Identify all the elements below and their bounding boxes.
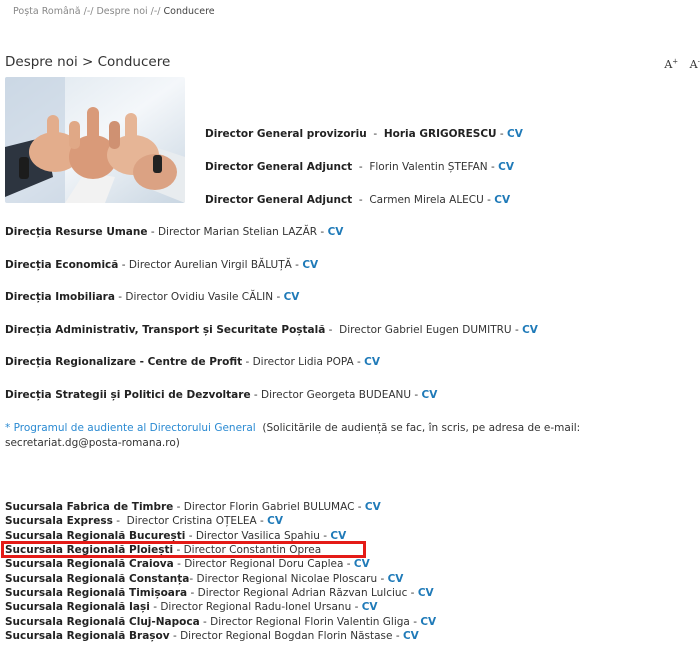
breadcrumb-about-link[interactable]: Despre noi [96, 6, 148, 17]
branch-director: Constantin Oprea [229, 544, 322, 556]
directorate-name: Direcția Imobiliara [5, 291, 115, 303]
breadcrumb [13, 6, 215, 17]
management-title: Director General provizoriu [205, 128, 367, 140]
branch-name: Sucursala Regională Brașov [5, 630, 170, 642]
director-name: Aurelian Virgil BĂLUȚĂ [174, 259, 292, 271]
branch-row-highlighted: Sucursala Regională Ploiești - Director Constantin Oprea [5, 544, 322, 556]
branch-director: Adrian Răzvan Lulciuc [291, 587, 408, 599]
management-name: Carmen Mirela ALECU [369, 194, 484, 206]
page-title: Despre noi > Conducere [5, 54, 171, 70]
directorate-row: Direcția Regionalizare - Centre de Profit - Director Lidia POPA - CV [5, 356, 380, 368]
branch-name: Sucursala Regională Craiova [5, 558, 174, 570]
branch-row: Sucursala Regională București - Director Vasilica Spahiu - CV [5, 530, 347, 542]
cv-link[interactable]: CV [522, 324, 538, 336]
font-decrease-button[interactable]: A- [689, 57, 700, 71]
branch-name: Sucursala Express [5, 515, 113, 527]
branch-name: Sucursala Regională Cluj-Napoca [5, 616, 200, 628]
branch-name: Sucursala Fabrica de Timbre [5, 501, 174, 513]
cv-link[interactable]: CV [421, 389, 438, 401]
management-row: Director General Adjunct - Florin Valentin ȘTEFAN - CV [205, 161, 514, 173]
directorate-name: Direcția Economică [5, 259, 119, 271]
management-row: Director General provizoriu - Horia GRIGORESCU - CV [205, 128, 523, 140]
branch-director: Radu-Ionel Ursanu [254, 601, 352, 613]
branch-row: Sucursala Regională Constanța- Director Regional Nicolae Ploscaru - CV [5, 573, 404, 585]
branch-row: Sucursala Regională Brașov - Director Regional Bogdan Florin Năstase - CV [5, 630, 419, 642]
branch-row: Sucursala Regională Craiova - Director Regional Doru Caplea - CV [5, 558, 370, 570]
management-name: Florin Valentin ȘTEFAN [369, 161, 488, 173]
branch-director: Florin Valentin Gliga [304, 616, 410, 628]
director-name: Ovidiu Vasile CĂLIN [170, 291, 274, 303]
branch-director: Bogdan Florin Năstase [274, 630, 393, 642]
cv-link[interactable]: CV [494, 194, 511, 206]
cv-link[interactable]: CV [507, 128, 523, 140]
cv-link[interactable]: CV [283, 291, 300, 303]
audience-note: (Solicitările de audiență se fac, în scris, pe adresa de e-mail: secretariat.dg@posta-romana.ro) [5, 422, 581, 449]
cv-link[interactable]: CV [498, 161, 514, 173]
branch-director: Nicolae Ploscaru [290, 573, 378, 585]
directorate-row: Direcția Resurse Umane - Director Marian Stelian LAZĂR - CV [5, 226, 344, 238]
director-name: Georgeta BUDEANU [306, 389, 412, 401]
director-name: Marian Stelian LAZĂR [203, 226, 318, 238]
cv-link[interactable]: CV [420, 616, 437, 628]
breadcrumb-separator: /-/ [83, 6, 94, 17]
audience-program [5, 421, 695, 451]
directorate-name: Direcția Administrativ, Transport și Securitate Poștală [5, 324, 326, 336]
management-title: Director General Adjunct [205, 161, 353, 173]
cv-link[interactable]: CV [361, 601, 378, 613]
directorate-name: Direcția Resurse Umane [5, 226, 148, 238]
cv-link[interactable]: CV [327, 226, 344, 238]
branch-name: Sucursala Regională Iași [5, 601, 150, 613]
breadcrumb-current: Conducere [163, 6, 215, 17]
branch-name: Sucursala Regională București [5, 530, 186, 542]
directorate-row: Direcția Economică - Director Aurelian Virgil BĂLUȚĂ - CV [5, 259, 319, 271]
branch-row: Sucursala Express - Director Cristina OȚELEA - CV [5, 515, 283, 527]
cv-link[interactable]: CV [364, 501, 381, 513]
branch-director: Cristina OȚELEA [172, 515, 257, 527]
directorate-row: Direcția Imobiliara - Director Ovidiu Vasile CĂLIN - CV [5, 291, 300, 303]
management-name: Horia GRIGORESCU [383, 128, 497, 140]
management-title: Director General Adjunct [205, 194, 353, 206]
cv-link[interactable]: CV [387, 573, 404, 585]
branch-row: Sucursala Fabrica de Timbre - Director Florin Gabriel BULUMAC - CV [5, 501, 381, 513]
branch-row: Sucursala Regională Iași - Director Regional Radu-Ionel Ursanu - CV [5, 601, 378, 613]
cv-link[interactable]: CV [417, 587, 434, 599]
branch-director: Florin Gabriel BULUMAC [229, 501, 355, 513]
audience-program-link[interactable]: * Programul de audiente al Directorului General [5, 422, 256, 434]
cv-link[interactable]: CV [364, 356, 380, 368]
branch-name: Sucursala Regională Timișoara [5, 587, 188, 599]
director-name: Lidia POPA [298, 356, 354, 368]
cv-link[interactable]: CV [302, 259, 319, 271]
font-increase-button[interactable]: A+ [664, 57, 679, 71]
directorate-row: Direcția Strategii și Politici de Dezvoltare - Director Georgeta BUDEANU - CV [5, 389, 438, 401]
branch-row: Sucursala Regională Timișoara - Director Regional Adrian Răzvan Lulciuc - CV [5, 587, 434, 599]
font-size-controls [656, 57, 700, 71]
breadcrumb-separator: /-/ [150, 6, 161, 17]
cv-link[interactable]: CV [402, 630, 419, 642]
highlight-box [1, 541, 366, 558]
team-thumbs-up-photo [5, 77, 185, 203]
cv-link[interactable]: CV [353, 558, 370, 570]
cv-link[interactable]: CV [267, 515, 283, 527]
director-name: Gabriel Eugen DUMITRU [384, 324, 512, 336]
breadcrumb-home-link[interactable]: Poșta Română [13, 6, 81, 17]
cv-link[interactable]: CV [330, 530, 347, 542]
directorate-name: Direcția Regionalizare - Centre de Profit [5, 356, 243, 368]
branch-row: Sucursala Regională Cluj-Napoca - Director Regional Florin Valentin Gliga - CV [5, 616, 437, 628]
directorate-name: Direcția Strategii și Politici de Dezvoltare [5, 389, 251, 401]
branch-director: Vasilica Spahiu [241, 530, 320, 542]
branch-name: Sucursala Regională Constanța [5, 573, 190, 585]
directorate-row: Direcția Administrativ, Transport și Securitate Poștală - Director Gabriel Eugen DUMITRU - CV [5, 324, 538, 336]
management-row: Director General Adjunct - Carmen Mirela ALECU - CV [205, 194, 511, 206]
branch-director: Doru Caplea [278, 558, 344, 570]
branch-name: Sucursala Regională Ploiești [5, 544, 174, 556]
